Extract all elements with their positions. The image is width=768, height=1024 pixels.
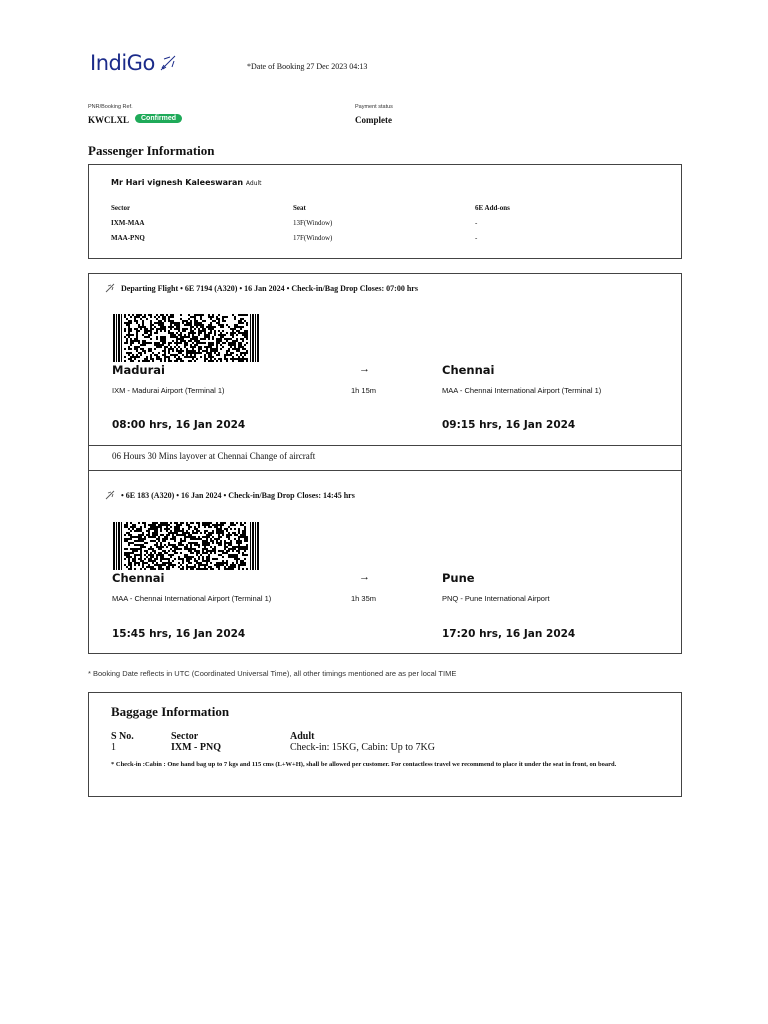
plane-icon	[105, 283, 115, 293]
payment-status-value: Complete	[355, 115, 392, 125]
flight-1-to-city: Chennai	[442, 363, 495, 377]
flight-2-from-airport: MAA - Chennai International Airport (Terminal 1)	[112, 594, 272, 603]
status-badge: Confirmed	[135, 114, 182, 123]
row2-seat: 17F(Window)	[293, 234, 333, 242]
flight-1-from-city: Madurai	[112, 363, 165, 377]
baggage-sno: 1	[111, 742, 116, 753]
flight-1-arrival-time: 09:15 hrs, 16 Jan 2024	[442, 419, 576, 431]
brand-name: IndiGo	[90, 51, 155, 75]
plane-icon	[105, 490, 115, 500]
baggage-note: * Check-in :Cabin : One hand bag up to 7 kgs and 115 cms (L+W+H), shall be allowed per customer. For contactless travel we recommend to place it under the seat in front, on board.	[111, 761, 617, 768]
flight-details-box	[88, 273, 682, 654]
passenger-type: Adult	[245, 180, 262, 187]
row1-seat: 13F(Window)	[293, 219, 333, 227]
flight-1-to-airport: MAA - Chennai International Airport (Terminal 1)	[442, 386, 602, 395]
row2-sector: MAA-PNQ	[111, 234, 145, 242]
indigo-logo	[90, 50, 178, 76]
flight-2-departure-time: 15:45 hrs, 16 Jan 2024	[112, 628, 246, 640]
baggage-section-title: Baggage Information	[111, 704, 230, 719]
flight-1-arrow: →	[359, 363, 370, 375]
flight-1-departure-time: 08:00 hrs, 16 Jan 2024	[112, 419, 246, 431]
flight-1-info	[105, 283, 418, 293]
plane-logo-icon	[158, 53, 178, 73]
flight-1-info-text: Departing Flight • 6E 7194 (A320) • 16 Jan 2024 • Check-in/Bag Drop Closes: 07:00 hrs	[121, 283, 418, 293]
flight-2-info	[105, 490, 355, 500]
flight-2-to-airport: PNQ - Pune International Airport	[442, 594, 550, 603]
passenger-name-text: Mr Hari vignesh Kaleeswaran	[111, 178, 244, 187]
flight-2-duration: 1h 35m	[351, 594, 377, 603]
adult-header: Adult	[290, 731, 315, 742]
row2-addons: -	[475, 234, 478, 242]
flight-1-from-airport: IXM - Madurai Airport (Terminal 1)	[112, 386, 225, 395]
passenger-info-box	[88, 164, 682, 259]
baggage-info-box	[88, 692, 682, 797]
baggage-sector-header: Sector	[171, 731, 199, 742]
flight-1-duration: 1h 15m	[351, 386, 377, 395]
baggage-sector: IXM - PNQ	[171, 742, 221, 753]
passenger-name	[111, 178, 262, 187]
flight-2-arrival-time: 17:20 hrs, 16 Jan 2024	[442, 628, 576, 640]
barcode-1	[113, 314, 259, 362]
barcode-2	[113, 522, 259, 570]
booking-date-footnote: * Booking Date reflects in UTC (Coordinated Universal Time), all other timings mentioned are as per local TIME	[88, 669, 457, 678]
divider	[89, 470, 681, 471]
seat-header: Seat	[293, 204, 306, 212]
divider	[89, 445, 681, 446]
flight-2-arrow: →	[359, 571, 370, 583]
booking-date: *Date of Booking 27 Dec 2023 04:13	[247, 62, 368, 71]
pnr-value: KWCLXL	[88, 115, 130, 125]
flight-2-info-text: • 6E 183 (A320) • 16 Jan 2024 • Check-in/Bag Drop Closes: 14:45 hrs	[121, 490, 355, 500]
baggage-allowance: Check-in: 15KG, Cabin: Up to 7KG	[290, 742, 435, 753]
flight-2-to-city: Pune	[442, 571, 475, 585]
sno-header: S No.	[111, 731, 134, 742]
pnr-label: PNR/Booking Ref.	[88, 104, 133, 110]
flight-2-from-city: Chennai	[112, 571, 165, 585]
addons-header: 6E Add-ons	[475, 204, 510, 212]
layover-info: 06 Hours 30 Mins layover at Chennai Change of aircraft	[112, 451, 316, 461]
payment-status-label: Payment status	[355, 104, 393, 110]
row1-sector: IXM-MAA	[111, 219, 145, 227]
sector-header: Sector	[111, 204, 131, 212]
row1-addons: -	[475, 219, 478, 227]
passenger-section-title: Passenger Information	[88, 143, 215, 158]
